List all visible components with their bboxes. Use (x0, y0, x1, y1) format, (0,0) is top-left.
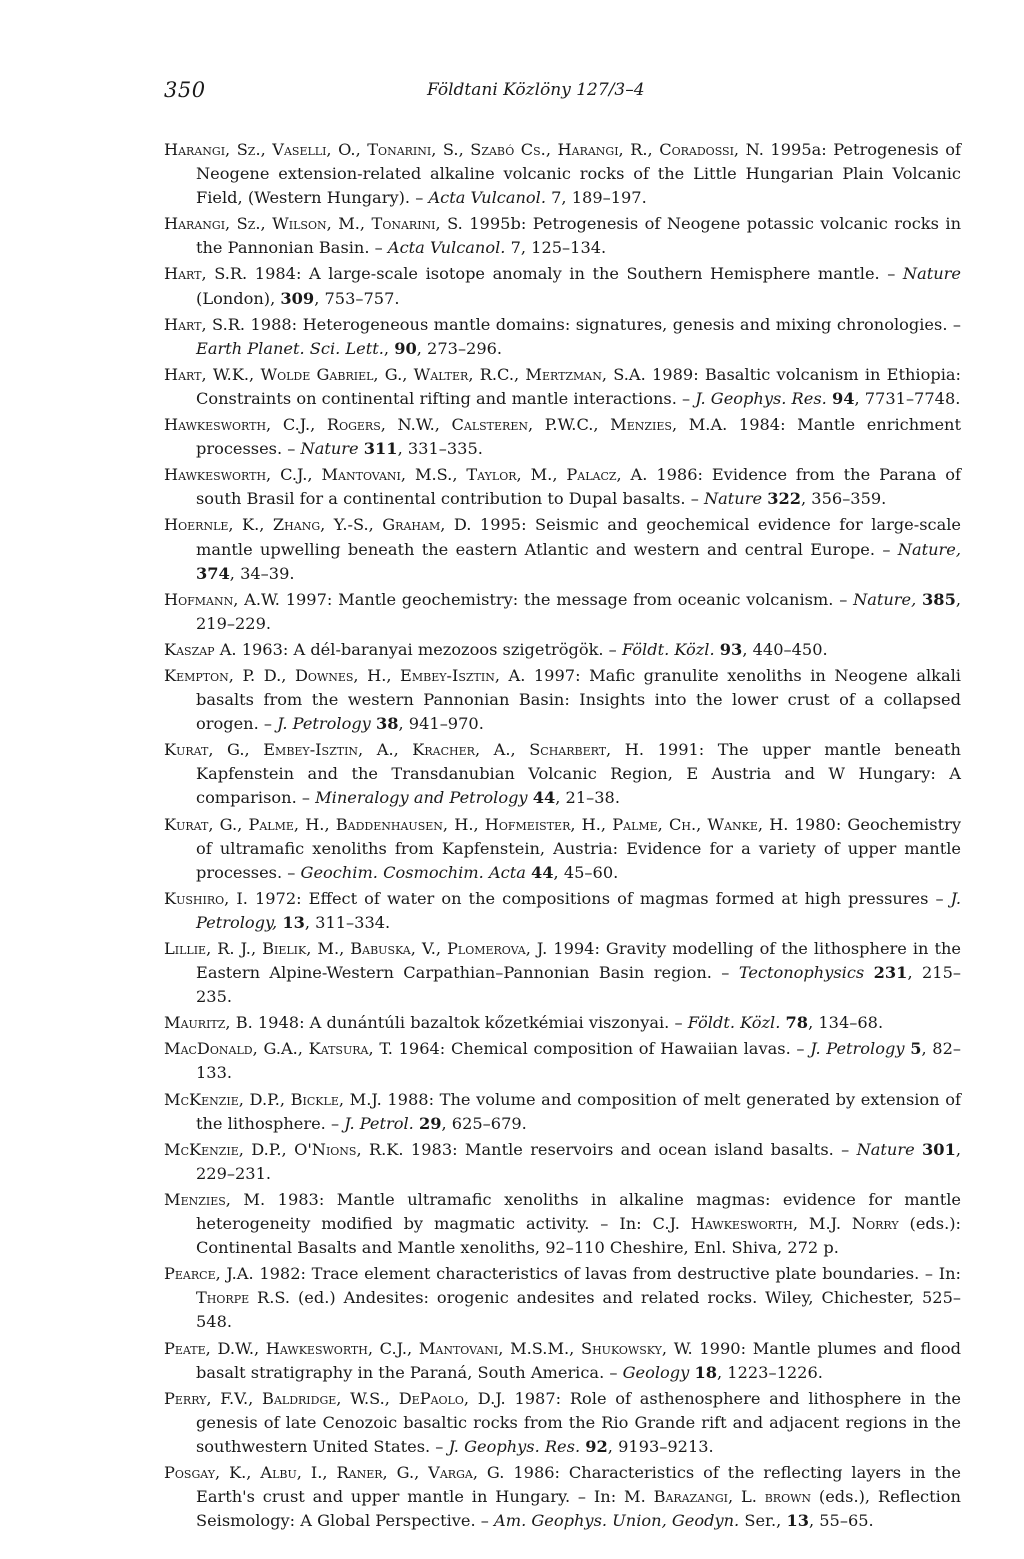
reference-entry (164, 638, 961, 662)
reference-text: 322 (767, 489, 801, 509)
reference-text: McKenzie, D.P., O'Nions, R.K. (164, 1139, 404, 1159)
reference-text: 385 (922, 589, 956, 609)
reference-text: J. Petrology (277, 714, 371, 734)
reference-text: Pearce, J.A. (164, 1264, 254, 1284)
reference-text: Nature (902, 264, 961, 284)
reference-text: 29 (418, 1113, 442, 1133)
reference-text: , 331–335. (397, 439, 483, 459)
reference-text: 1972: Effect of water on the compositions of magmas formed at high pressures – (247, 888, 951, 908)
reference-text: Nature, (897, 539, 961, 559)
reference-text: Harangi, Sz., Wilson, M., Tonarini, S. (164, 214, 463, 234)
reference-text: 44 (531, 862, 554, 882)
reference-text: Harangi, Sz., Vaselli, O., Tonarini, S., Szabó Cs., Harangi, R., Coradossi, N. (164, 140, 764, 159)
reference-entry (164, 1088, 961, 1136)
reference-text: , 229–231. (196, 1139, 961, 1183)
reference-text: Acta Vulcanol. (387, 238, 506, 258)
reference-text: 7, 189–197. (545, 188, 647, 208)
reference-text: Nature (300, 439, 359, 459)
reference-text: 1963: A dél-baranyai mezozoos szigetrögök. – (236, 639, 622, 659)
reference-text: 92 (585, 1436, 608, 1456)
reference-text: (eds.), Reflection Seismology: A Global Perspective. – (196, 1487, 961, 1531)
reference-text: Tectonophysics (738, 963, 865, 983)
reference-text: J. Petrology (810, 1039, 905, 1059)
reference-list (164, 138, 961, 1535)
reference-text: , 55–65. (808, 1511, 874, 1531)
reference-text: 309 (280, 288, 315, 308)
reference-text: Lillie, R. J., Bielik, M., Babuska, V., Plomerova, J. (164, 939, 548, 958)
reference-text: 1986: Evidence from the Parana of south Brasil for a continental contribution to Dupal basalts. – (196, 465, 961, 509)
reference-text: Perry, F.V., Baldridge, W.S., DePaolo, D.J. (164, 1388, 506, 1408)
reference-text: 1994: Gravity modelling of the lithosphere in the Eastern Alpine-Western Carpathian–Pannonian Basin region. – (196, 939, 961, 983)
reference-text: Kurat, G., Embey-Isztin, A., Kracher, A., Scharbert, H. (164, 740, 645, 760)
reference-entry (164, 1461, 961, 1533)
reference-entry (164, 1188, 961, 1260)
reference-text: Hart, W.K., Wolde Gabriel, G., Walter, R.C., Mertzman, S.A. (164, 364, 646, 384)
reference-text: J. Petrology, (196, 888, 962, 932)
reference-text: , 134–68. (808, 1013, 884, 1033)
reference-text: Kaszap A. (164, 639, 237, 659)
reference-entry (164, 588, 961, 636)
reference-entry (164, 738, 961, 810)
reference-text: 90 (394, 338, 417, 358)
reference-text: 13 (786, 1511, 809, 1531)
reference-text: 1988: The volume and composition of melt generated by extension of the lithosphere. – (196, 1089, 961, 1133)
reference-text: , 45–60. (553, 862, 619, 882)
reference-text (864, 963, 873, 982)
reference-text: 1986: Characteristics of the reflecting layers in the Earth's crust and upper mantle in Hungary. – In: M. (196, 1462, 961, 1507)
reference-text: , 215–235. (196, 963, 961, 1007)
reference-text: Thorpe R.S. (196, 1288, 291, 1308)
reference-entry (164, 887, 961, 935)
reference-text: Hawkesworth, C.J., Mantovani, M.S., Taylor, M., Palacz, A. (164, 465, 648, 485)
reference-text: 78 (785, 1013, 809, 1033)
reference-text: Posgay, K., Albu, I., Raner, G., Varga, G. (164, 1462, 505, 1482)
reference-entry (164, 138, 961, 210)
reference-text: J. Geophys. Res. (448, 1436, 581, 1456)
reference-text: Geochim. Cosmochim. Acta (300, 862, 526, 882)
reference-text: 1995: Seismic and geochemical evidence for large-scale mantle upwelling beneath the eastern Atlantic and western and central Europe. – (196, 515, 962, 559)
reference-text: , 34–39. (229, 563, 295, 583)
page-header (164, 78, 964, 108)
reference-text: , 219–229. (196, 589, 961, 633)
reference-text: , 9193–9213. (607, 1436, 714, 1456)
reference-text: 13 (282, 912, 305, 932)
reference-text: , 356–359. (801, 489, 887, 509)
reference-text: Mauritz, B. (164, 1013, 253, 1033)
reference-text: Mineralogy and Petrology (315, 788, 528, 808)
reference-text: Hart, S.R. (164, 314, 246, 334)
reference-text: Hawkesworth, C.J., Rogers, N.W., Calsteren, P.W.C., Menzies, M.A. (164, 415, 728, 435)
reference-text: 1995b: Petrogenesis of Neogene potassic volcanic rocks in the Pannonian Basin. – (196, 214, 961, 258)
reference-text: Földt. Közl. (621, 639, 715, 659)
reference-entry (164, 212, 961, 260)
reference-text: 1989: Basaltic volcanism in Ethiopia: Constraints on continental rifting and mantle interactions. – (196, 364, 961, 408)
journal-title: Földtani Közlöny 127/3–4 (427, 80, 645, 100)
reference-entry (164, 413, 961, 461)
reference-text: 1995a: Petrogenesis of Neogene extension-related alkaline volcanic rocks of the Little Hungarian Plain Volcanic Field, (Western Hungary). – (196, 140, 961, 208)
reference-text: 1964: Chemical composition of Hawaiian lavas. – (392, 1039, 811, 1059)
reference-entry (164, 937, 961, 1009)
reference-text: Ser., (739, 1511, 787, 1531)
reference-text: Hart, S.R. (164, 264, 248, 284)
reference-text: Nature (703, 489, 763, 509)
reference-text: 301 (922, 1139, 956, 1159)
reference-entry (164, 664, 961, 736)
reference-text: 1991: The upper mantle beneath Kapfenstein and the Transdanubian Volcanic Region, E Austria and W Hungary: A comparison. – (196, 740, 961, 808)
reference-text: Kushiro, I. (164, 888, 248, 908)
reference-text: , 311–334. (304, 912, 391, 932)
reference-entry (164, 1011, 961, 1035)
reference-entry (164, 513, 961, 585)
reference-entry (164, 1262, 961, 1334)
reference-text: J. Petrol. (344, 1113, 414, 1133)
reference-entry (164, 1337, 961, 1385)
reference-text: Hawkesworth, M.J. Norry (690, 1214, 899, 1234)
reference-text: 1990: Mantle plumes and flood basalt stratigraphy in the Paraná, South America. – (196, 1338, 961, 1382)
reference-text: 1980: Geochemistry of ultramafic xenoliths from Kapfenstein, Austria: Evidence for a variety of upper mantle processes. – (196, 814, 961, 882)
reference-text: Menzies, M. (164, 1189, 266, 1209)
reference-entry (164, 262, 961, 310)
reference-text: 38 (375, 714, 399, 734)
reference-text: 44 (532, 788, 556, 808)
reference-text: 1983: Mantle reservoirs and ocean island basalts. – (403, 1139, 857, 1159)
reference-text: Peate, D.W., Hawkesworth, C.J., Mantovani, M.S.M., Shukowsky, W. (164, 1338, 693, 1358)
reference-text: Acta Vulcanol. (428, 188, 546, 208)
reference-entry (164, 463, 961, 511)
reference-text: Földt. Közl. (687, 1013, 781, 1033)
reference-text: 311 (363, 439, 398, 459)
reference-text: , 82–133. (196, 1039, 961, 1083)
reference-text: 1987: Role of asthenosphere and lithosphere in the genesis of late Cenozoic basaltic rocks from the Rio Grande rift and adjacent regions in the southwestern United States. – (196, 1388, 961, 1456)
reference-entry (164, 313, 961, 361)
reference-text: 1997: Mantle geochemistry: the message from oceanic volcanism. – (279, 589, 854, 609)
reference-text: , 273–296. (416, 338, 503, 358)
reference-text: Barazangi, L. brown (653, 1487, 812, 1507)
reference-text: 1988: Heterogeneous mantle domains: signatures, genesis and mixing chronologies. – (245, 314, 961, 334)
reference-entry (164, 363, 961, 411)
reference-text: , (383, 338, 395, 358)
reference-text: , 440–450. (742, 639, 828, 659)
reference-text: Earth Planet. Sci. Lett. (196, 338, 384, 358)
reference-text: , 1223–1226. (716, 1362, 823, 1382)
reference-text: 1984: A large-scale isotope anomaly in the Southern Hemisphere mantle. – (247, 264, 903, 284)
reference-text: Nature, (853, 589, 917, 609)
reference-text: Nature (856, 1139, 915, 1159)
reference-text (915, 1140, 922, 1159)
page-number: 350 (164, 78, 206, 102)
reference-text: Kempton, P. D., Downes, H., Embey-Isztin, A. (164, 665, 526, 685)
reference-text: 93 (719, 639, 743, 659)
reference-text: J. Geophys. Res. (695, 388, 827, 408)
reference-text: 1983: Mantle ultramafic xenoliths in alkaline magmas: evidence for mantle heterogeneity modified by magmatic activity. – In: C.J. (196, 1189, 961, 1234)
reference-entry (164, 813, 961, 885)
reference-text: 18 (694, 1362, 717, 1382)
reference-text: 374 (196, 563, 230, 583)
reference-entry (164, 1387, 961, 1459)
reference-entry (164, 1138, 961, 1186)
reference-text: 7, 125–134. (505, 238, 607, 258)
reference-text: 94 (831, 388, 855, 408)
reference-text: , 625–679. (441, 1113, 527, 1133)
reference-text: Kurat, G., Palme, H., Baddenhausen, H., Hofmeister, H., Palme, Ch., Wanke, H. (164, 814, 789, 834)
reference-text: McKenzie, D.P., Bickle, M.J. (164, 1089, 382, 1109)
reference-text: Geology (622, 1362, 690, 1382)
reference-text: , 941–970. (398, 714, 484, 734)
reference-entry (164, 1037, 961, 1085)
reference-text: 1948: A dunántúli bazaltok kőzetkémiai viszonyai. – (252, 1013, 688, 1033)
reference-text: , 7731–7748. (854, 388, 961, 408)
reference-text: 1982: Trace element characteristics of lavas from destructive plate boundaries. – In: (253, 1264, 961, 1284)
reference-text: Hofmann, A.W. (164, 589, 280, 609)
reference-text: 5 (910, 1039, 922, 1059)
reference-text: Hoernle, K., Zhang, Y.-S., Graham, D. (164, 515, 472, 535)
reference-text: 231 (873, 963, 908, 983)
reference-text: (ed.) Andesites: orogenic andesites and related rocks. Wiley, Chichester, 525–548. (196, 1288, 961, 1332)
reference-text: (eds.): Continental Basalts and Mantle xenoliths, 92–110 Cheshire, Enl. Shiva, 272 p. (196, 1214, 961, 1258)
reference-text: Am. Geophys. Union, Geodyn. (494, 1511, 740, 1531)
reference-text: 1984: Mantle enrichment processes. – (196, 415, 961, 459)
reference-text: (London), (196, 288, 281, 308)
reference-text: MacDonald, G.A., Katsura, T. (164, 1039, 393, 1059)
reference-text: , 753–757. (314, 288, 400, 308)
reference-text: , 21–38. (555, 788, 620, 808)
reference-text: 1997: Mafic granulite xenoliths in Neogene alkali basalts from the western Pannonian Basin: Insights into the lower crust of a collapsed orogen. – (196, 665, 961, 734)
